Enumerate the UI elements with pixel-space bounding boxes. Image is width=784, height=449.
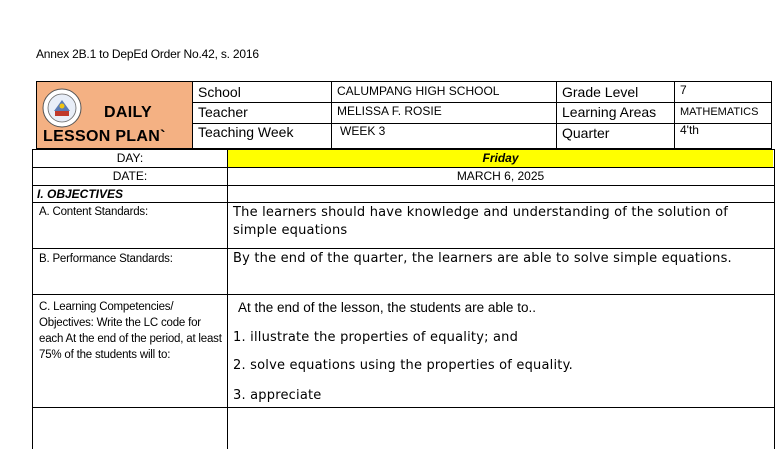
date-value: MARCH 6, 2025 <box>456 169 545 183</box>
school-label: School <box>198 84 241 100</box>
title-cell <box>37 82 193 148</box>
annex-reference: Annex 2B.1 to DepEd Order No.42, s. 2016 <box>36 47 259 61</box>
teacher-label: Teacher <box>198 104 248 120</box>
date-label: DATE: <box>112 169 148 183</box>
performance-standards-text: By the end of the quarter, the learners are able to solve simple equations. <box>233 251 732 266</box>
lesson-plan-header <box>36 81 772 149</box>
learning-competencies-label: C. Learning Competencies/ Objectives: Write the LC code for each At the end of the period, at least 75% of the students will to: <box>39 301 222 361</box>
grade-value: 7 <box>680 83 687 97</box>
day-value: Friday <box>482 151 519 165</box>
competency-item: 2. solve equations using the properties of equality. <box>233 358 573 373</box>
learning-area-value: MATHEMATICS <box>680 106 759 118</box>
learning-area-label: Learning Areas <box>562 104 657 120</box>
objectives-heading: I. OBJECTIVES <box>37 187 124 201</box>
quarter-value: 4'th <box>680 123 699 137</box>
week-label: Teaching Week <box>198 124 294 140</box>
competency-intro: At the end of the lesson, the students are able to.. <box>238 300 536 315</box>
competency-item: 3. appreciate <box>233 388 322 403</box>
quarter-label: Quarter <box>562 125 610 141</box>
competency-item: 1. illustrate the properties of equality; and <box>233 330 519 345</box>
title-lesson-plan: LESSON PLAN` <box>43 128 166 145</box>
day-label: DAY: <box>116 151 144 165</box>
performance-standards-label: B. Performance Standards: <box>39 253 173 265</box>
week-value: WEEK 3 <box>340 124 386 138</box>
content-standards-text: The learners should have knowledge and understanding of the solution of simple equations <box>233 205 729 238</box>
grade-label: Grade Level <box>562 84 639 100</box>
lesson-plan-table <box>32 149 775 449</box>
header-grid <box>193 82 771 148</box>
content-standards-label: A. Content Standards: <box>39 206 148 218</box>
teacher-value: MELISSA F. ROSIE <box>337 104 442 118</box>
deped-seal-icon <box>41 87 83 129</box>
title-daily: DAILY <box>104 104 153 121</box>
school-value: CALUMPANG HIGH SCHOOL <box>337 84 500 98</box>
